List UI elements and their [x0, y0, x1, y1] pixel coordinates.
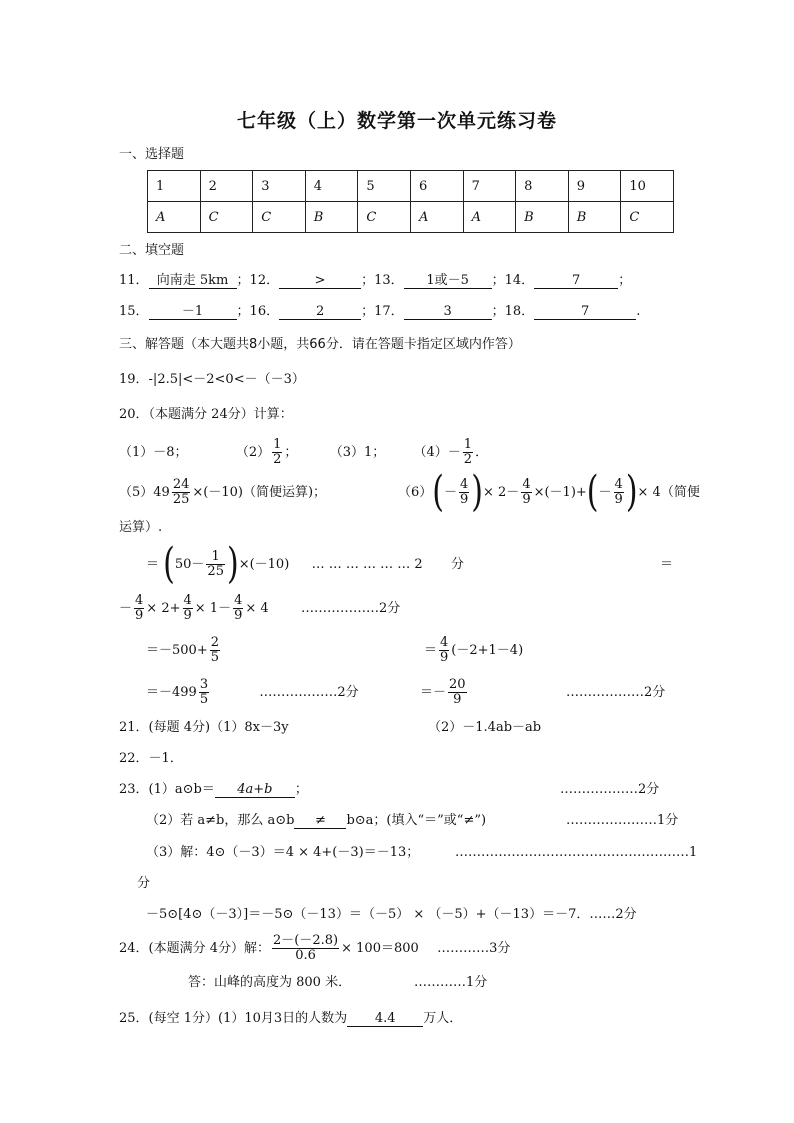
numerator: 1: [463, 437, 473, 452]
score: ………………2分: [259, 685, 359, 700]
question-number: ；12．: [236, 273, 280, 288]
answer-q20-2-suffix: ；: [284, 445, 298, 460]
step-text: × 2+: [146, 601, 181, 616]
q20-step-4-left: [146, 676, 359, 710]
numerator: 1: [206, 550, 225, 565]
q25-part-1: [119, 1011, 462, 1027]
q20-step-3-right: [424, 634, 523, 668]
answer-q16: 2: [279, 304, 361, 320]
section-fill-heading: 二、填空题: [119, 243, 185, 258]
q20-step-1: [146, 539, 464, 589]
step-text: 24．(本题满分 4分）解：: [119, 941, 271, 956]
sign: －: [119, 601, 133, 616]
score: …………1分: [414, 975, 488, 990]
answer-q13: 1或－5: [404, 273, 492, 289]
q20-problem-6: [398, 467, 700, 517]
q24-answer: 答：山峰的高度为 800 米．: [188, 975, 352, 990]
fraction: [183, 594, 193, 623]
paren-close: ): [471, 467, 484, 517]
denominator: 9: [614, 492, 623, 507]
punctuation: ；: [618, 273, 632, 288]
answer-q14: 7: [534, 273, 618, 289]
step-text: （2）若 a≠b，那么 a⊙b: [146, 813, 295, 828]
problem-text: ×(－1)+: [533, 485, 587, 500]
numerator: 2－(－2.8): [273, 933, 339, 948]
table-row-numbers: [148, 171, 674, 202]
table-cell: 8: [516, 171, 569, 202]
denominator: 25: [172, 492, 190, 507]
table-cell: B: [305, 202, 358, 233]
step-text: ＝－500+: [146, 643, 208, 658]
numerator: 4: [522, 477, 531, 492]
paren-open: (: [586, 467, 599, 517]
q20-problem-5: [119, 476, 326, 510]
table-cell: 9: [568, 171, 621, 202]
score-dots: ………………………………………………1: [455, 845, 698, 860]
paren-close: ): [625, 467, 638, 517]
answer-q23-2: ≠: [294, 813, 346, 829]
fraction: [459, 478, 469, 507]
fill-row-2: [119, 304, 640, 320]
fraction: [134, 594, 144, 623]
question-number: ；17．: [361, 304, 404, 319]
punctuation: ；: [294, 782, 308, 797]
question-number: ；18．: [491, 304, 535, 319]
denominator: 25: [207, 564, 224, 579]
problem-text: × 2－: [483, 485, 520, 500]
step-text: ×(－10): [238, 557, 290, 572]
denominator: 2: [463, 452, 473, 467]
q23-part-2: [146, 813, 486, 829]
table-row-answers: [148, 202, 674, 233]
answer-q18: 7: [534, 304, 636, 320]
denominator: 9: [522, 492, 531, 507]
denominator: 9: [453, 692, 462, 707]
table-cell: 4: [305, 171, 358, 202]
denominator: 5: [199, 692, 209, 707]
section-choice-heading: 一、选择题: [119, 147, 185, 162]
fraction: [233, 594, 243, 623]
fraction: [272, 438, 282, 467]
page-title: 七年级（上）数学第一次单元练习卷: [236, 110, 557, 132]
table-cell: B: [516, 202, 569, 233]
table-cell: 1: [148, 171, 201, 202]
question-number: ；14．: [491, 273, 535, 288]
fraction: [172, 478, 191, 507]
numerator: 20: [449, 677, 466, 692]
table-cell: A: [148, 202, 201, 233]
table-cell: 3: [253, 171, 306, 202]
table-cell: 2: [200, 171, 253, 202]
denominator: 9: [183, 608, 192, 623]
table-cell: 6: [410, 171, 463, 202]
numerator: 3: [199, 677, 209, 692]
answer-q20-4-suffix: ．: [475, 445, 489, 460]
numerator: 24: [172, 477, 190, 492]
score: …………………1分: [566, 813, 679, 828]
denominator: 9: [234, 608, 243, 623]
denominator: 9: [135, 608, 144, 623]
score: ………………2分: [566, 685, 666, 700]
question-number: ；16．: [236, 304, 280, 319]
step-text: ＝－: [420, 685, 447, 700]
step-text: 25．(每空 1分）(1）10月3日的人数为: [119, 1011, 348, 1026]
problem-text: （6）: [398, 485, 433, 500]
answer-q11: 向南走 5km: [149, 273, 237, 289]
score-dots: … … … … … … 2: [311, 557, 423, 572]
answer-q19: 19．-|2.5|<－2<0<－（－3）: [119, 372, 305, 387]
fraction: [463, 438, 473, 467]
numerator: 4: [440, 635, 449, 650]
answer-q20-1: （1）－8；: [119, 445, 188, 460]
q20-step-3-left: [146, 634, 222, 668]
step-text: ＝－499: [146, 685, 197, 700]
q20-header: 20．（本题满分 24分）计算：: [119, 407, 293, 422]
punctuation: .: [636, 304, 641, 319]
q20-step-2: [119, 592, 400, 626]
q20-problem-6-continuation: 运算）.: [119, 520, 163, 535]
problem-text: ×(－10)（简便运算)；: [192, 485, 327, 500]
answer-q15: －1: [149, 304, 237, 320]
table-cell: C: [200, 202, 253, 233]
fraction: [210, 636, 220, 665]
denominator: 9: [440, 650, 449, 665]
sign: －: [598, 485, 612, 500]
step-text: × 4: [245, 601, 269, 616]
table-cell: A: [463, 202, 516, 233]
question-number: 11．: [119, 273, 149, 288]
fraction: [521, 478, 531, 507]
denominator: 0.6: [295, 948, 316, 963]
score-unit: 分: [450, 557, 464, 572]
numerator: 4: [460, 477, 469, 492]
paren-open: (: [432, 467, 444, 517]
answer-q25-1: 4.4: [347, 1011, 423, 1027]
denominator: 9: [460, 492, 469, 507]
question-number: ；13．: [361, 273, 404, 288]
table-cell: C: [621, 202, 674, 233]
step-text: 万人．: [423, 1011, 463, 1026]
step-text: b⊙a；(填入“＝”或“≠”): [346, 813, 487, 828]
q20-step-4-right: [420, 676, 469, 710]
numerator: 4: [234, 593, 243, 608]
equals: ＝: [660, 557, 674, 572]
score-unit: 分: [137, 876, 151, 891]
step-text: × 100＝800: [341, 941, 419, 956]
table-cell: C: [358, 202, 411, 233]
answer-q23-1: 4a+b: [215, 782, 295, 798]
step-text: (－2+1－4): [451, 643, 524, 658]
q23-part-4: －5⊙[4⊙（－3）]＝－5⊙（－13）＝（－5） × （－5）+（－13）＝－7．……2分: [146, 907, 637, 922]
numerator: 1: [273, 437, 282, 452]
table-cell: A: [410, 202, 463, 233]
sign: －: [444, 485, 458, 500]
answer-q12: >: [279, 273, 361, 289]
section-solve-heading: 三、解答题（本大题共8小题，共66分．请在答题卡指定区域内作答）: [119, 337, 521, 352]
fraction: [272, 934, 339, 963]
table-cell: 7: [463, 171, 516, 202]
step-text: × 1－: [194, 601, 232, 616]
q23-part-1: [119, 782, 308, 798]
fraction: [199, 678, 209, 707]
answer-q20-3: （3）1；: [329, 445, 386, 460]
q23-part-3: （3）解：4⊙（－3）＝4 × 4+(－3)＝－13；: [146, 845, 420, 860]
numerator: 4: [614, 477, 623, 492]
problem-text: × 4（简便: [637, 485, 700, 500]
answer-q20-2-prefix: （2）: [235, 445, 271, 460]
answer-q22: 22．－1．: [119, 751, 183, 766]
table-cell: B: [568, 202, 621, 233]
numerator: 2: [210, 635, 219, 650]
denominator: 5: [210, 650, 219, 665]
problem-text: （5）49: [119, 485, 170, 500]
q20-short-answers: [119, 436, 488, 470]
fraction: [439, 636, 449, 665]
step-text: 23．(1）a⊙b＝: [119, 782, 215, 797]
answer-q21-1: 21．(每题 4分)（1）8x－3y: [119, 720, 289, 735]
step-text: 50－: [174, 557, 205, 572]
question-number: 15．: [119, 304, 149, 319]
q24-solution: [119, 932, 510, 966]
answer-q17: 3: [404, 304, 492, 320]
score: ………………2分: [560, 782, 660, 797]
table-cell: 10: [621, 171, 674, 202]
equals: ＝: [146, 557, 160, 572]
answer-q21-2: （2）－1.4ab－ab: [428, 720, 542, 735]
answer-q20-4-prefix: （4）－: [413, 445, 461, 460]
fraction: [448, 678, 467, 707]
fill-row-1: [119, 273, 631, 289]
equals: ＝: [424, 643, 438, 658]
fraction: [614, 478, 624, 507]
numerator: 4: [135, 593, 144, 608]
table-cell: 5: [358, 171, 411, 202]
paren-open: (: [163, 539, 175, 589]
fraction: [206, 550, 225, 579]
score: …………3分: [437, 941, 511, 956]
numerator: 4: [183, 593, 192, 608]
denominator: 2: [273, 452, 282, 467]
score: ………………2分: [300, 601, 401, 616]
paren-close: ): [226, 539, 239, 589]
choice-answer-table: [147, 170, 674, 233]
table-cell: C: [253, 202, 306, 233]
